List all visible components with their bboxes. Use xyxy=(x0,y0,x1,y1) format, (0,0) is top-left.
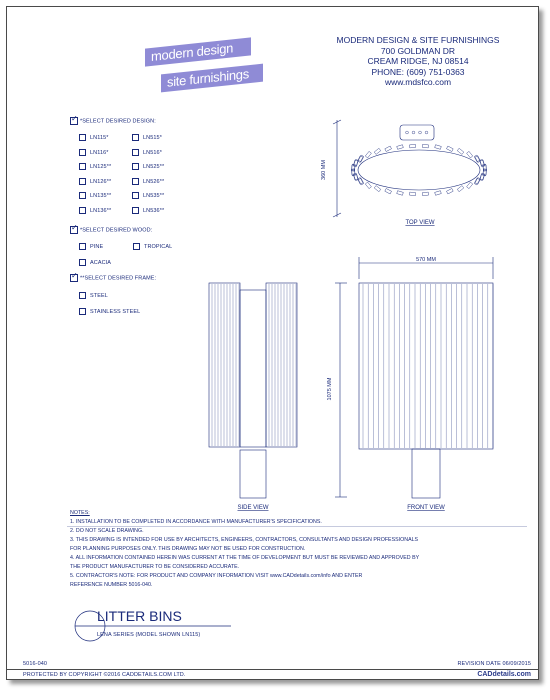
slat-top xyxy=(365,182,371,189)
frame-select-text: **SELECT DESIRED FRAME: xyxy=(80,275,157,282)
slat-top xyxy=(374,186,381,192)
slat-top xyxy=(446,188,453,193)
top-depth-dimension: 360 MM xyxy=(321,160,327,180)
slat-top xyxy=(457,148,464,154)
frame-option-stainless[interactable]: STAINLESS STEEL xyxy=(79,308,140,315)
design-option-label: LN516* xyxy=(143,149,162,156)
note-line: FOR PLANNING PURPOSES ONLY. THIS DRAWING MAY NOT BE USED FOR CONSTRUCTION. xyxy=(70,546,306,552)
slat-top xyxy=(467,151,473,158)
lid-hole xyxy=(412,131,415,134)
design-option-label: LN116* xyxy=(90,149,109,156)
wood-option-tropical[interactable]: TROPICAL xyxy=(133,243,172,250)
design-option-label: LN525** xyxy=(143,163,165,170)
side-view xyxy=(209,283,297,498)
slat-top xyxy=(422,192,428,196)
drawing-title: LITTER BINS xyxy=(97,608,182,624)
slat-top xyxy=(409,192,415,196)
slat-top xyxy=(409,144,415,148)
slat-top xyxy=(435,145,442,150)
note-line: THE PRODUCT MANUFACTURER TO BE CONSIDERED ACCURATE. xyxy=(70,564,240,570)
design-option-label: LN536** xyxy=(143,207,165,214)
design-option-label: LN126** xyxy=(90,178,112,185)
top-view-label: TOP VIEW xyxy=(405,220,435,226)
design-option-label: LN515* xyxy=(143,134,162,141)
design-option-label: LN125** xyxy=(90,163,112,170)
slat-top xyxy=(365,151,371,158)
notes-block xyxy=(70,509,530,590)
top-view xyxy=(333,120,487,217)
note-line: 1. INSTALLATION TO BE COMPLETED IN ACCORDANCE WITH MANUFACTURER'S SPECIFICATIONS. xyxy=(70,519,322,525)
design-select-text: *SELECT DESIRED DESIGN: xyxy=(80,118,156,125)
slat-top xyxy=(446,146,453,151)
height-dimension: 1075 MM xyxy=(327,377,333,401)
front-view xyxy=(335,257,493,498)
wood-select-text: *SELECT DESIRED WOOD: xyxy=(80,227,153,234)
slat-top xyxy=(422,144,428,148)
drawing-subtitle: LENA SERIES (MODEL SHOWN LN115) xyxy=(97,632,201,638)
note-line: REFERENCE NUMBER 5016-040. xyxy=(70,582,153,588)
slat-top xyxy=(467,182,473,189)
reference-number: 5016-040 xyxy=(23,661,48,667)
footer-divider xyxy=(7,669,538,670)
slat-top xyxy=(435,191,442,196)
front-view-label: FRONT VIEW xyxy=(407,505,445,511)
design-option-label: LN135** xyxy=(90,192,112,199)
brand-line-2: site furnishings xyxy=(161,64,263,93)
lid-hole xyxy=(406,131,409,134)
revision-date: REVISION DATE 06/09/2015 xyxy=(457,661,531,667)
slat-top xyxy=(397,191,404,196)
slat-top xyxy=(457,186,464,192)
slat-top xyxy=(374,148,381,154)
company-phone: PHONE: (609) 751-0363 xyxy=(371,66,465,77)
cad-details-link[interactable]: CADdetails.com xyxy=(477,671,531,678)
wood-option-acacia[interactable]: ACACIA xyxy=(79,259,111,266)
design-option-label: LN136** xyxy=(90,207,112,214)
technical-drawing xyxy=(7,7,538,527)
notes-list xyxy=(70,518,530,590)
width-dimension: 570 MM xyxy=(416,257,436,263)
note-line: 5. CONTRACTOR'S NOTE: FOR PRODUCT AND COMPANY INFORMATION VISIT www.CADdetails.com/info AND ENTER xyxy=(70,573,363,579)
drawing-sheet xyxy=(6,6,539,680)
company-website: www.mdsfco.com xyxy=(384,77,452,87)
side-view-label: SIDE VIEW xyxy=(237,505,269,511)
frame-option-steel[interactable]: STEEL xyxy=(79,292,108,299)
design-option-label: LN526** xyxy=(143,178,165,185)
company-name: MODERN DESIGN & SITE FURNISHINGS xyxy=(336,35,500,45)
slat-top xyxy=(385,146,392,151)
note-line: 3. THIS DRAWING IS INTENDED FOR USE BY ARCHITECTS, ENGINEERS, CONTRACTORS, CONSULTANTS AND DESIGN PROFESSIONALS xyxy=(70,537,419,543)
company-city: CREAM RIDGE, NJ 08514 xyxy=(367,56,469,66)
note-line: 2. DO NOT SCALE DRAWING. xyxy=(70,528,144,534)
wood-option-pine[interactable]: PINE xyxy=(79,243,103,250)
brand-line-1: modern design xyxy=(145,37,251,66)
notes-heading: NOTES: xyxy=(70,510,90,516)
design-option-label: LN115* xyxy=(90,134,109,141)
lid-hole xyxy=(419,131,422,134)
design-option-label: LN535** xyxy=(143,192,165,199)
company-street: 700 GOLDMAN DR xyxy=(380,45,456,56)
slat-top xyxy=(397,145,404,150)
copyright-text: PROTECTED BY COPYRIGHT ©2016 CADDETAILS.COM LTD. xyxy=(23,672,186,678)
lid-hole xyxy=(425,131,428,134)
slat-top xyxy=(385,188,392,193)
note-line: 4. ALL INFORMATION CONTAINED HEREIN WAS CURRENT AT THE TIME OF DEVELOPMENT BUT MUST BE REVIEWED AND APPROVED BY xyxy=(70,555,420,561)
